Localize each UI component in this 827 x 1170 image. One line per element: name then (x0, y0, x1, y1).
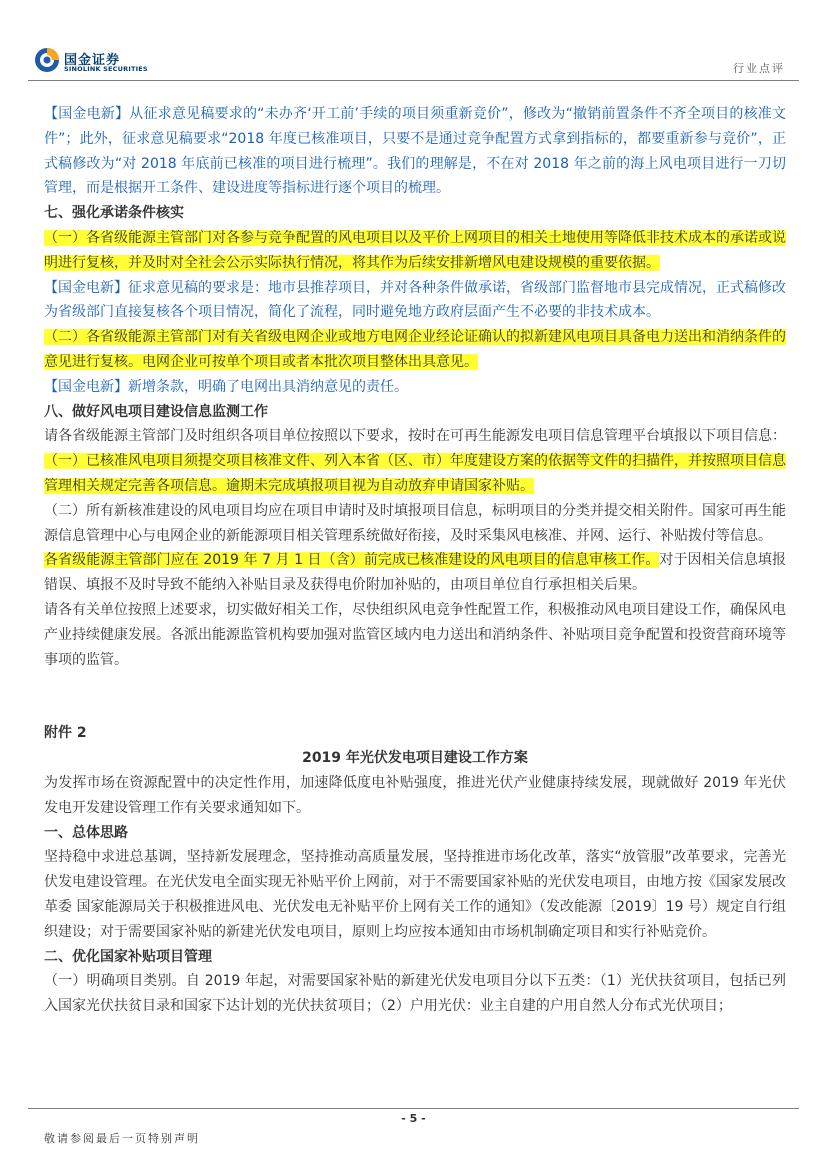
paragraph (44, 102, 786, 201)
paragraph-text: 二、优化国家补贴项目管理 (44, 948, 212, 965)
paragraph (44, 771, 786, 821)
sinolink-logo-icon (34, 47, 60, 73)
report-category: 行业点评 (733, 62, 785, 75)
analyst-comment: 【国金电新】新增条款，明确了电网出具消纳意见的责任。 (44, 378, 408, 395)
paragraph-text: 请各省级能源主管部门及时组织各项目单位按照以下要求，按时在可再生能源发电项目信息管理平台填报以下项目信息： (44, 428, 786, 445)
analyst-comment: 【国金电新】征求意见稿的要求是：地市县推荐项目，并对各种条件做承诺，省级部门监督地市县完成情况，正式稿修改为省级部门直接复核各个项目情况，简化了流程，同时避免地方政府层面产生不必要的非技术成本。 (44, 279, 786, 321)
analyst-comment: 【国金电新】 (44, 106, 130, 122)
paragraph (44, 325, 786, 375)
highlighted-text: （一）已核准风电项目须提交项目核准文件、列入本省（区、市）年度建设方案的依据等文件的扫描件，并按照项目信息管理相关规定完善各项信息。逾期未完成填报项目视为自动放弃申请国家补贴。 (44, 453, 786, 494)
company-logo (34, 47, 150, 77)
highlighted-text: 各省级能源主管部门应在 2019 年 7 月 1 日（含）前完成已核准建设的风电项目的信息审核工作。 (44, 552, 660, 569)
highlighted-text: （二）各省级能源主管部门对有关省级电网企业或地方电网企业经论证确认的拟新建风电项目具备电力送出和消纳条件的意见进行复核。电网企业可按单个项目或者本批次项目整体出具意见。 (44, 329, 786, 370)
logo-chinese-name: 国金证券 (64, 53, 121, 68)
paragraph-text: 七、强化承诺条件核实 (44, 205, 184, 222)
page-number: - 5 - (401, 1112, 426, 1125)
logo-english-name: SINOLINK SECURITIES (64, 65, 148, 73)
highlighted-text: （一）各省级能源主管部门对各参与竞争配置的风电项目以及平价上网项目的相关土地使用等降低非技术成本的承诺或说明进行复核，并及时对全社会公示实际执行情况，将其作为后续安排新增风电建设规模的重要依据。 (44, 229, 786, 271)
section-heading (44, 400, 786, 425)
paragraph-text: （二）所有新核准建设的风电项目均应在项目申请时及时填报项目信息，标明项目的分类并提交相关附件。国家可再生能源信息管理中心与电网企业的新能源项目相关管理系统做好衔接，及时采集风电核准、并网、运行、补贴拨付等信息。 (44, 502, 786, 544)
paragraph-text: （一）明确项目类别。自 2019 年起，对需要国家补贴的新建光伏发电项目分以下五类：（1）光伏扶贫项目，包括已列入国家光伏扶贫目录和国家下达计划的光伏扶贫项目；（2）户用光伏：业主自建的户用自然人分布式光伏项目； (44, 973, 786, 1015)
section-heading (44, 821, 786, 846)
paragraph (44, 499, 786, 549)
paragraph (44, 226, 786, 276)
paragraph-text: 坚持稳中求进总基调，坚持新发展理念，坚持推动高质量发展，坚持推进市场化改革，落实“放管服”改革要求，完善光伏发电建设管理。在光伏发电全面实现无补贴平价上网前，对于不需要国家补贴的光伏发电项目，由地方按《国家发展改革委 国家能源局关于积极推进风电、光伏发电无补贴平价上网有关工作的通知》（发改能源〔2019〕19 号）规定自行组织建设；对于需要国家补贴的新建光伏发电项目，原则上均应按本通知由市场机制确定项目和实行补贴竞价。 (44, 849, 786, 940)
header-divider (28, 80, 799, 81)
section-heading (44, 721, 786, 746)
paragraph-text: 为发挥市场在资源配置中的决定性作用，加速降低度电补贴强度，推进光伏产业健康持续发展，现就做好 2019 年光伏发电开发建设管理工作有关要求通知如下。 (44, 774, 786, 816)
section-gap (44, 672, 786, 721)
section-heading (44, 945, 786, 970)
paragraph-text: 2019 年光伏发电项目建设工作方案 (302, 750, 528, 767)
paragraph (44, 845, 786, 944)
paragraph-text: 对于因相关信息填报错误、填报不及时导致不能纳入补贴目录及获得电价附加补贴的，由项目单位自行承担相关后果。 (44, 552, 786, 594)
paragraph (44, 969, 786, 1019)
footer-disclaimer: 敬请参阅最后一页特别声明 (44, 1132, 200, 1145)
paragraph (44, 375, 786, 400)
paragraph (44, 449, 786, 499)
paragraph-text: 一、总体思路 (44, 824, 128, 841)
paragraph (44, 424, 786, 449)
section-heading (44, 201, 786, 226)
document-body (44, 102, 786, 1019)
footer-divider (28, 1108, 799, 1109)
paragraph-text: 八、做好风电项目建设信息监测工作 (44, 403, 268, 420)
paragraph (44, 276, 786, 326)
paragraph (44, 598, 786, 672)
paragraph-text: 附件 2 (44, 725, 87, 742)
analyst-comment: 从征求意见稿要求的“未办齐‘开工前’手续的项目须重新竞价”，修改为“撤销前置条件不齐全项目的核准文件”；此外，征求意见稿要求“2018 年度已核准项目，只要不是通过竞争配置方式拿到指标的，都要重新参与竞价”，正式稿修改为“对 2018 年底前已核准的项目进行梳理”。我们的理解是，不在对 2018 年之前的海上风电项目进行一刀切管理，而是根据开工条件、建设进度等指标进行逐个项目的梳理。 (44, 106, 786, 197)
paragraph (44, 548, 786, 598)
document-title (44, 746, 786, 771)
paragraph-text: 请各有关单位按照上述要求，切实做好相关工作，尽快组织风电竞争性配置工作，积极推动风电项目建设工作，确保风电产业持续健康发展。各派出能源监管机构要加强对监管区域内电力送出和消纳条件、补贴项目竞争配置和投资营商环境等事项的监管。 (44, 601, 786, 668)
page-header (0, 0, 827, 82)
